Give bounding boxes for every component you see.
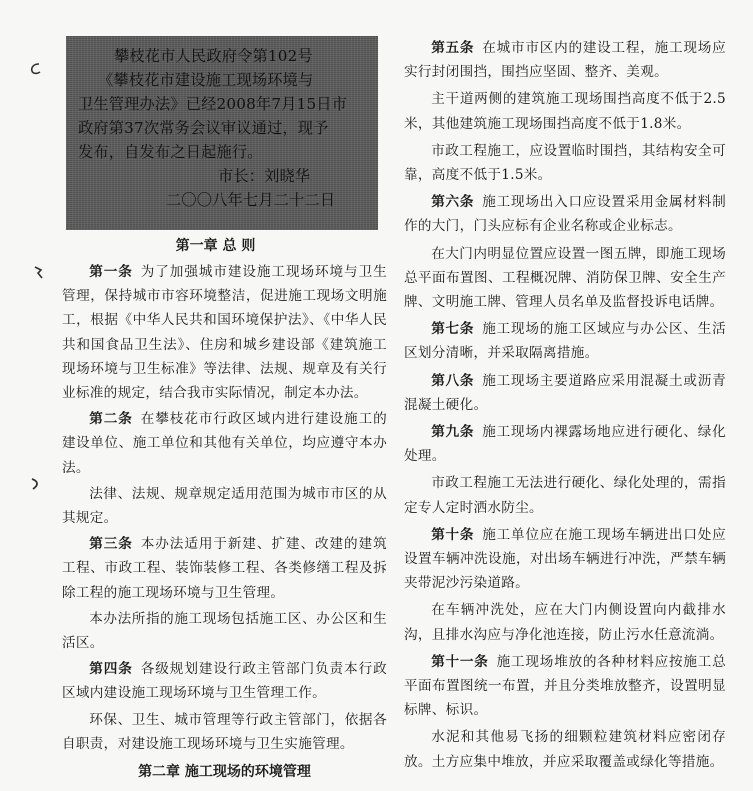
article-label: 第九条 [431,424,475,441]
article-paragraph [62,532,387,605]
left-column [62,36,387,786]
article-label: 第十条 [431,526,475,543]
article-paragraph: 法律、法规、规章规定适用范围为城市市区的从其规定。 [62,485,387,527]
article-text: 各级规划建设行政主管部门负责本行政区域内建设施工现场环境与卫生管理工作。 [62,661,387,702]
scan-mark-icon [33,265,45,279]
decree-line: 政府第37次常务会议审议通过，现予 [78,119,329,137]
article-paragraph: 市政工程施工无法进行硬化、绿化处理的，需指定专人定时洒水防尘。 [404,475,726,516]
article-label: 第十一条 [431,653,489,670]
article-text: 在城市市区内的建设工程，施工现场应实行封闭围挡，围挡应坚固、整齐、美观。 [404,40,726,81]
article-label: 第七条 [431,321,475,338]
decree-signer: 市长：刘晓华 [218,167,311,185]
decree-line: 《攀枝花市建设施工现场环境与 [98,71,314,89]
article-text: 施工现场主要道路应采用混凝土或沥青混凝土硬化。 [404,372,726,413]
article-paragraph: 在大门内明显位置应设置一图五牌，即施工现场总平面布置图、工程概况牌、消防保卫牌、安全生产牌、文明施工牌、管理人员名单及监督投诉电话牌。 [404,245,726,311]
article-paragraph [404,650,726,723]
article-paragraph: 环保、卫生、城市管理等行政主管部门，依据各自职责，对建设施工现场环境与卫生实施管理。 [62,711,387,752]
article-text: 施工现场的施工区域应与办公区、生活区划分清晰，并采取隔离措施。 [404,321,726,362]
article-text: 施工现场堆放的各种材料应按施工总平面布置图统一布置，并且分类堆放整齐，设置明显标牌、标识。 [404,653,726,719]
article-label: 第五条 [431,40,475,56]
decree-line: 卫生管理办法》已经2008年7月15日市 [78,95,348,113]
decree-title: 攀枝花市人民政府令第102号 [114,47,313,65]
article-paragraph: 市政工程施工，应设置临时围挡，其结构安全可靠，高度不低于1.5米。 [404,142,726,184]
article-paragraph [62,657,387,705]
article-text: 施工现场出入口应设置采用金属材料制作的大门，门头应标有企业名称或企业标志。 [404,194,726,235]
article-paragraph: 本办法所指的施工现场包括施工区、办公区和生活区。 [62,610,387,652]
scan-mark-icon [30,477,42,491]
article-label: 第三条 [89,536,133,553]
decree-date: 二〇〇八年七月二十二日 [166,191,336,209]
chapter-heading: 第一章 总 则 [175,238,256,254]
article-label: 第四条 [89,661,133,678]
article-label: 第八条 [431,372,475,389]
chapter-heading: 第二章 施工现场的环境管理 [138,764,311,781]
article-text: 施工单位应在施工现场车辆进出口处应设置车辆冲洗设施，对出场车辆进行冲洗，严禁车辆夹带泥沙污染道路。 [404,526,726,592]
right-column [404,36,726,777]
decree-box [66,36,378,230]
article-label: 第六条 [431,194,475,211]
article-text: 为了加强城市建设施工现场环境与卫生管理，保持城市市容环境整洁，促进施工现场文明施工，根据《中华人民共和国环境保护法》、《中华人民共和国食品卫生法》、住房和城乡建设部《建筑施工现场环境与卫生标准》等法律、法规、规章及有关行业标准的规定，结合我市实际情况，制定本办法。 [62,264,387,402]
article-paragraph [404,190,726,238]
article-label: 第二条 [89,411,133,428]
article-paragraph: 在车辆冲洗处，应在大门内侧设置向内截排水沟，且排水沟应与净化池连接，防止污水任意流淌。 [404,602,726,643]
article-paragraph: 水泥和其他易飞扬的细颗粒建筑材料应密闭存放。土方应集中堆放，并应采取覆盖或绿化等措施。 [404,729,726,770]
article-paragraph: 主干道两侧的建筑施工现场围挡高度不低于2.5米，其他建筑施工现场围挡高度不低于1.8米。 [404,91,726,132]
article-paragraph [62,407,387,480]
article-paragraph [404,369,726,417]
article-text: 施工现场内裸露场地应进行硬化、绿化处理。 [404,424,726,465]
scan-mark-icon [30,62,42,76]
article-text: 本办法适用于新建、扩建、改建的建筑工程、市政工程、装饰装修工程、各类修缮工程及拆除工程的施工现场环境与卫生管理。 [62,536,387,601]
article-paragraph [404,420,726,468]
article-paragraph [404,317,726,365]
decree-line: 发布，自发布之日起施行。 [78,143,263,161]
article-paragraph [404,523,726,596]
article-paragraph [404,36,726,84]
article-label: 第一条 [89,264,133,280]
article-text: 在攀枝花市行政区域内进行建设施工的建设单位、施工单位和其他有关单位，均应遵守本办法。 [62,411,387,476]
article-paragraph [62,260,387,405]
